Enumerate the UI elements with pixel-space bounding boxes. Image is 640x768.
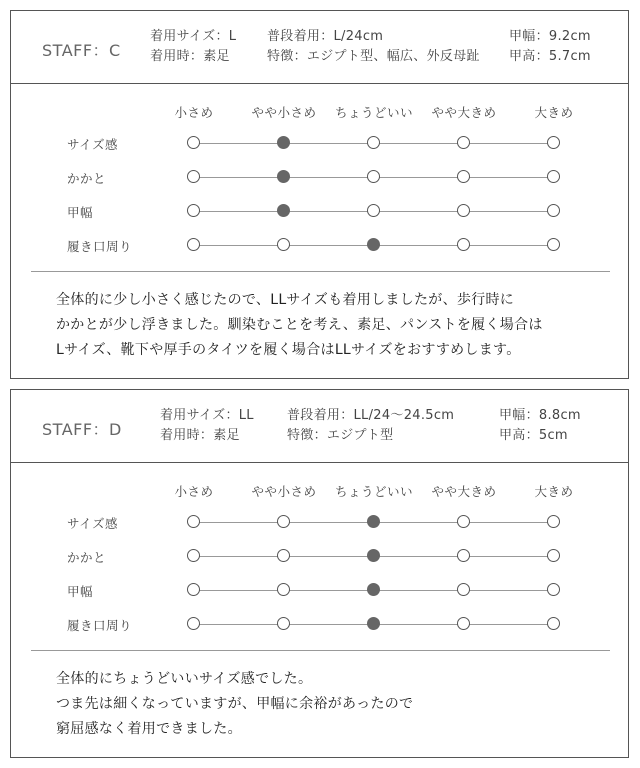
staff-c-info-col-3 [509, 27, 591, 67]
comment-line: 窮屈感なく着用できました。 [56, 721, 242, 737]
rating-dot [187, 583, 200, 596]
rating-dot [187, 170, 200, 183]
row-label-heel: かかと [67, 171, 107, 186]
row-label-opening: 履き口周り [67, 239, 133, 254]
staff-c-usual-size: 普段着用：L/24cm [267, 29, 384, 44]
comment-line: Lサイズ、靴下や厚手のタイツを履く場合はLLサイズをおすすめします。 [56, 342, 521, 358]
staff-c-instep-width: 甲幅：9.2cm [509, 29, 591, 44]
rating-dot-selected [367, 617, 380, 630]
staff-d-header [11, 390, 628, 463]
staff-d-card [10, 389, 629, 758]
rating-dot [277, 549, 290, 562]
staff-c-divider [31, 271, 610, 272]
row-label-size-feel: サイズ感 [67, 516, 119, 531]
rating-dot-selected [277, 170, 290, 183]
staff-c-size-worn: 着用サイズ：L [150, 29, 237, 44]
rating-dot [277, 617, 290, 630]
rating-dot [457, 549, 470, 562]
row-label-instep-width: 甲幅 [67, 584, 94, 599]
staff-c-name: STAFF：C [42, 41, 121, 60]
rating-dot-selected [367, 238, 380, 251]
staff-d-name: STAFF：D [42, 420, 122, 439]
rating-dot [187, 238, 200, 251]
staff-d-features: 特徴：エジプト型 [287, 428, 394, 443]
rating-dot [547, 204, 560, 217]
rating-dot [457, 515, 470, 528]
rating-dot [187, 515, 200, 528]
rating-dot-selected [367, 583, 380, 596]
scale-label-slightly-small: やや小さめ [251, 105, 317, 120]
rating-dot-selected [277, 204, 290, 217]
staff-d-info-col-1 [160, 406, 254, 446]
staff-d-info-col-3 [499, 406, 581, 446]
staff-c-info-col-2 [267, 27, 480, 67]
rating-dot [457, 136, 470, 149]
rating-dot [367, 136, 380, 149]
staff-d-comment [56, 667, 413, 742]
staff-c-header [11, 11, 628, 84]
rating-dot [187, 617, 200, 630]
scale-label-slightly-large: やや大きめ [431, 484, 497, 499]
rating-dot [457, 617, 470, 630]
staff-d-instep-width: 甲幅：8.8cm [499, 408, 581, 423]
rating-dot [547, 515, 560, 528]
staff-d-worn-with: 着用時：素足 [160, 428, 240, 443]
rating-dot [187, 204, 200, 217]
row-label-opening: 履き口周り [67, 618, 133, 633]
scale-label-small: 小さめ [174, 484, 214, 499]
staff-d-usual-size: 普段着用：LL/24〜24.5cm [287, 408, 455, 423]
rating-dot [547, 617, 560, 630]
scale-label-just-right: ちょうどいい [334, 105, 413, 120]
rating-dot [547, 170, 560, 183]
scale-label-slightly-large: やや大きめ [431, 105, 497, 120]
scale-label-slightly-small: やや小さめ [251, 484, 317, 499]
scale-label-small: 小さめ [174, 105, 214, 120]
scale-label-large: 大きめ [534, 484, 574, 499]
staff-d-size-worn: 着用サイズ：LL [160, 408, 254, 423]
staff-d-divider [31, 650, 610, 651]
rating-dot [277, 238, 290, 251]
staff-d-instep-height: 甲高：5cm [499, 428, 568, 443]
comment-line: かかとが少し浮きました。馴染むことを考え、素足、パンストを履く場合は [56, 317, 543, 333]
rating-dot-selected [367, 515, 380, 528]
staff-c-worn-with: 着用時：素足 [150, 49, 230, 64]
rating-dot [547, 238, 560, 251]
rating-dot [457, 170, 470, 183]
scale-label-just-right: ちょうどいい [334, 484, 413, 499]
rating-dot-selected [277, 136, 290, 149]
rating-dot [187, 136, 200, 149]
rating-dot [457, 583, 470, 596]
rating-dot [277, 583, 290, 596]
row-label-heel: かかと [67, 550, 107, 565]
staff-c-features: 特徴：エジプト型、幅広、外反母趾 [267, 49, 480, 64]
staff-c-instep-height: 甲高：5.7cm [509, 49, 591, 64]
comment-line: 全体的にちょうどいいサイズ感でした。 [56, 671, 313, 687]
rating-dot [277, 515, 290, 528]
comment-line: つま先は細くなっていますが、甲幅に余裕があったので [56, 696, 414, 712]
rating-dot [457, 204, 470, 217]
rating-dot [367, 204, 380, 217]
row-label-instep-width: 甲幅 [67, 205, 94, 220]
rating-dot [547, 549, 560, 562]
staff-c-comment [56, 288, 543, 363]
rating-dot-selected [367, 549, 380, 562]
staff-c-info-col-1 [150, 27, 236, 67]
comment-line: 全体的に少し小さく感じたので、LLサイズも着用しましたが、歩行時に [56, 292, 515, 308]
staff-c-card [10, 10, 629, 379]
rating-dot [457, 238, 470, 251]
row-label-size-feel: サイズ感 [67, 137, 119, 152]
rating-dot [547, 583, 560, 596]
rating-dot [187, 549, 200, 562]
scale-label-large: 大きめ [534, 105, 574, 120]
rating-dot [367, 170, 380, 183]
rating-dot [547, 136, 560, 149]
staff-d-info-col-2 [287, 406, 454, 446]
